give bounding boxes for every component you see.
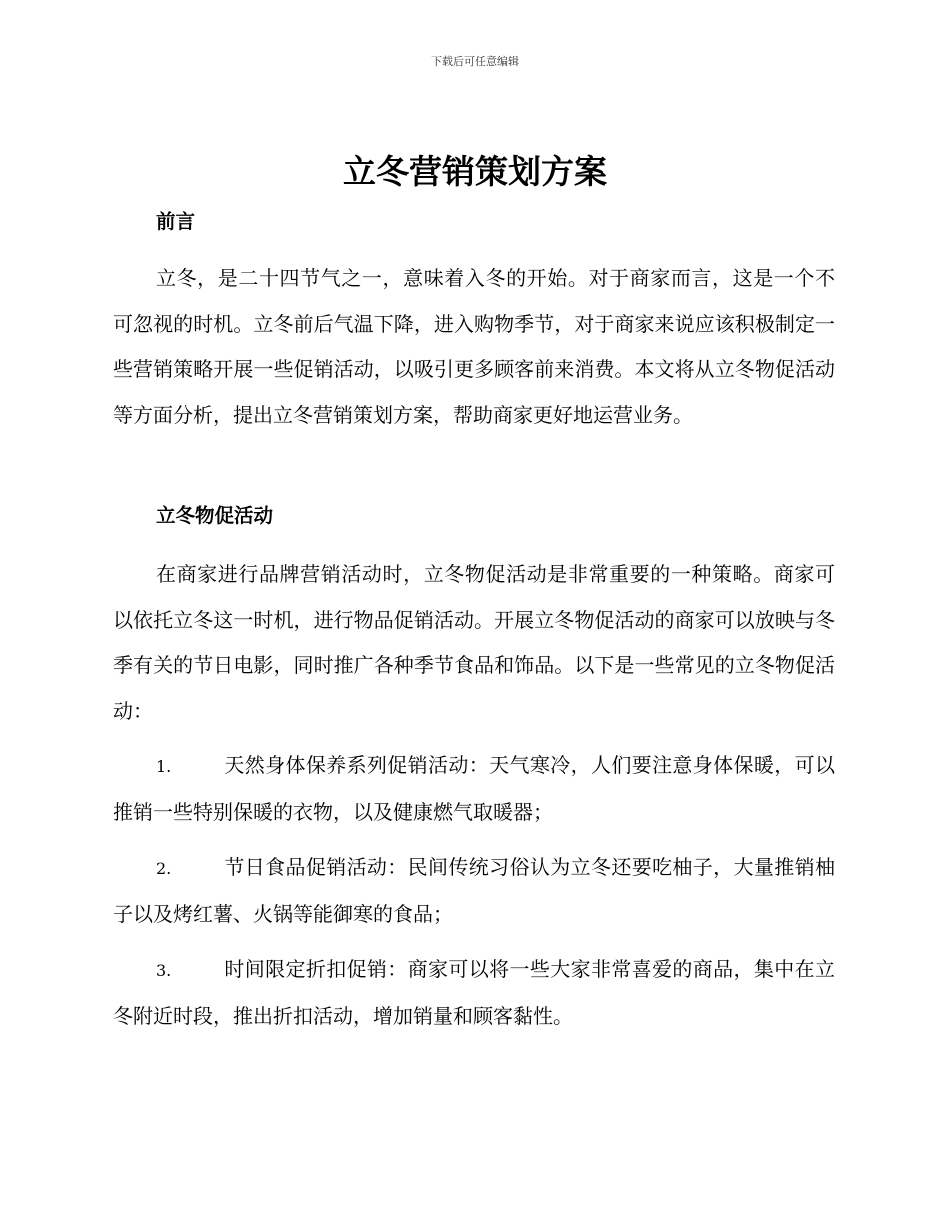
paragraph: 立冬，是二十四节气之一，意味着入冬的开始。对于商家而言，这是一个不可忽视的时机。立冬前后气温下降，进入购物季节，对于商家来说应该积极制定一些营销策略开展一些促销活动，以吸引更多顾客前来消费。本文将从立冬物促活动等方面分析，提出立冬营销策划方案，帮助商家更好地运营业务。 <box>113 266 835 427</box>
list-item <box>113 947 835 1039</box>
list-item-text: 时间限定折扣促销：商家可以将一些大家非常喜爱的商品，集中在立冬附近时段，推出折扣活动，增加销量和顾客黏性。 <box>113 957 835 1028</box>
section-preface-body <box>113 256 835 438</box>
list-item <box>113 845 835 937</box>
section-promotions <box>113 502 835 530</box>
list-item <box>113 743 835 835</box>
list-item-text: 天然身体保养系列促销活动：天气寒冷，人们要注意身体保暖，可以推销一些特别保暖的衣物，以及健康燃气取暖器； <box>113 753 835 824</box>
list-item-number: 3. <box>156 961 172 980</box>
list-item-number: 2. <box>156 859 172 878</box>
section-heading: 前言 <box>156 210 196 233</box>
page-header: 下载后可任意编辑 <box>431 55 519 68</box>
document-title: 立冬营销策划方案 <box>343 152 607 191</box>
section-heading: 立冬物促活动 <box>156 504 274 527</box>
list-item-number: 1. <box>156 757 172 776</box>
paragraph: 在商家进行品牌营销活动时，立冬物促活动是非常重要的一种策略。商家可以依托立冬这一时机，进行物品促销活动。开展立冬物促活动的商家可以放映与冬季有关的节日电影，同时推广各种季节食品和饰品。以下是一些常见的立冬物促活动： <box>113 562 835 723</box>
section-preface <box>113 208 835 236</box>
list-item-text: 节日食品促销活动：民间传统习俗认为立冬还要吃柚子，大量推销柚子以及烤红薯、火锅等能御寒的食品； <box>113 855 835 926</box>
section-promotions-body <box>113 552 835 734</box>
